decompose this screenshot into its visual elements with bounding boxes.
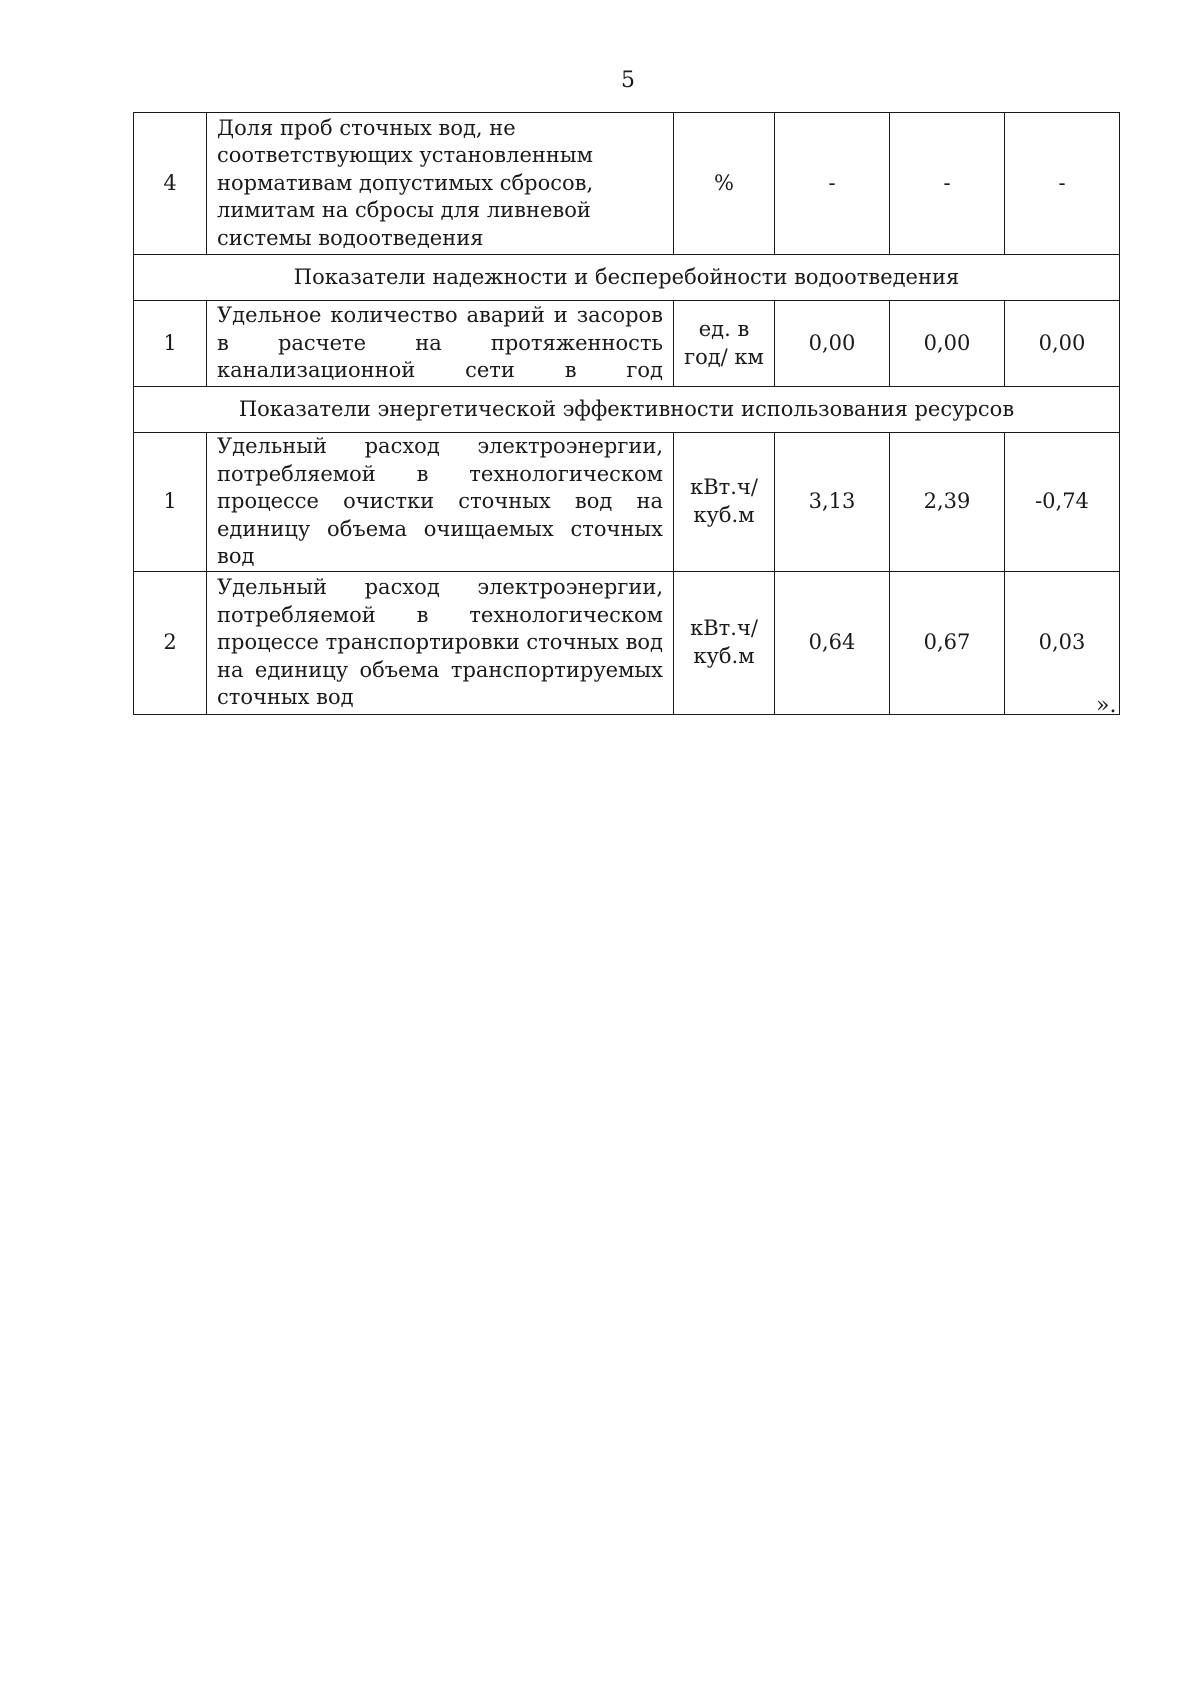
table-row — [134, 113, 1120, 255]
indicator-name: Доля проб сточных вод, не соответствующих установленным нормативам допустимых сбросов, лимитам на сбросы для ливневой системы водоотведения — [207, 113, 674, 255]
section-header-row — [134, 255, 1120, 301]
indicator-unit: кВт.ч/ куб.м — [674, 571, 775, 714]
indicator-value: 0,00 — [1005, 301, 1120, 387]
table-row — [134, 571, 1120, 714]
indicator-unit: % — [674, 113, 775, 255]
row-number: 2 — [134, 571, 207, 714]
section-header-row — [134, 387, 1120, 433]
indicator-name: Удельный расход электроэнергии, потребляемой в технологическом процессе очистки сточных вод на единицу объема очищаемых сточных вод — [207, 433, 674, 572]
indicator-value: 3,13 — [775, 433, 890, 572]
indicator-value: - — [775, 113, 890, 255]
row-number: 1 — [134, 301, 207, 387]
row-number: 1 — [134, 433, 207, 572]
indicator-name: Удельное количество аварий и засоров в расчете на протяженность канализационной сети в год — [207, 301, 674, 387]
row-number: 4 — [134, 113, 207, 255]
indicator-value: 0,00 — [775, 301, 890, 387]
indicator-value: -0,74 — [1005, 433, 1120, 572]
closing-quote: ». — [1096, 693, 1117, 718]
table-row — [134, 433, 1120, 572]
table-row — [134, 301, 1120, 387]
indicator-value: - — [1005, 113, 1120, 255]
indicator-value: 0,03 — [1005, 571, 1120, 714]
indicator-value: - — [890, 113, 1005, 255]
page-number: 5 — [621, 68, 635, 93]
indicator-unit: ед. в год/ км — [674, 301, 775, 387]
section-title-energy: Показатели энергетической эффективности использования ресурсов — [134, 387, 1120, 433]
indicator-value: 0,64 — [775, 571, 890, 714]
indicator-value: 0,67 — [890, 571, 1005, 714]
indicator-unit: кВт.ч/ куб.м — [674, 433, 775, 572]
indicator-value: 0,00 — [890, 301, 1005, 387]
section-title-reliability: Показатели надежности и бесперебойности водоотведения — [134, 255, 1120, 301]
indicators-table — [133, 112, 1120, 715]
indicator-name: Удельный расход электроэнергии, потребляемой в технологическом процессе транспортировки сточных вод на единицу объема транспортируемых сточных вод — [207, 571, 674, 714]
indicator-value: 2,39 — [890, 433, 1005, 572]
